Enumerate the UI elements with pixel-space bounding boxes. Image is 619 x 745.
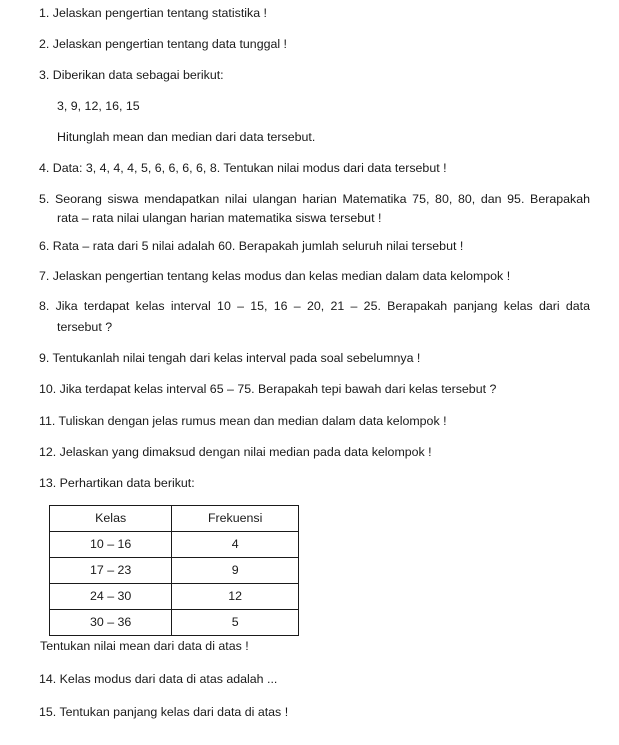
question-15: 15. Tentukan panjang kelas dari data di atas ! (39, 705, 289, 719)
question-1: 1. Jelaskan pengertian tentang statistika ! (39, 6, 267, 20)
question-3: 3. Diberikan data sebagai berikut: (39, 68, 224, 82)
header-frekuensi: Frekuensi (172, 506, 299, 532)
cell-frekuensi: 4 (172, 532, 299, 558)
question-2: 2. Jelaskan pengertian tentang data tunggal ! (39, 37, 288, 51)
header-kelas: Kelas (50, 506, 172, 532)
question-8-line-1: 8. Jika terdapat kelas interval 10 – 15, 16 – 20, 21 – 25. Berapakah panjang kelas dari data (39, 299, 590, 313)
question-8-line-2: tersebut ? (57, 320, 113, 334)
frequency-table (49, 505, 299, 636)
question-3-data: 3, 9, 12, 16, 15 (57, 99, 140, 113)
table-header-row (50, 506, 299, 532)
question-13-task: Tentukan nilai mean dari data di atas ! (40, 639, 249, 653)
cell-frekuensi: 5 (172, 610, 299, 636)
cell-kelas: 17 – 23 (50, 558, 172, 584)
question-10: 10. Jika terdapat kelas interval 65 – 75. Berapakah tepi bawah dari kelas tersebut ? (39, 382, 497, 396)
cell-kelas: 30 – 36 (50, 610, 172, 636)
question-7: 7. Jelaskan pengertian tentang kelas modus dan kelas median dalam data kelompok ! (39, 269, 511, 283)
question-9: 9. Tentukanlah nilai tengah dari kelas interval pada soal sebelumnya ! (39, 351, 421, 365)
question-6: 6. Rata – rata dari 5 nilai adalah 60. Berapakah jumlah seluruh nilai tersebut ! (39, 239, 464, 253)
question-5-line-2: rata – rata nilai ulangan harian matematika siswa tersebut ! (57, 211, 382, 225)
table-row (50, 532, 299, 558)
table-row (50, 584, 299, 610)
table-row (50, 558, 299, 584)
cell-kelas: 10 – 16 (50, 532, 172, 558)
cell-frekuensi: 12 (172, 584, 299, 610)
question-4: 4. Data: 3, 4, 4, 4, 5, 6, 6, 6, 6, 8. Tentukan nilai modus dari data tersebut ! (39, 161, 447, 175)
question-5-line-1: 5. Seorang siswa mendapatkan nilai ulangan harian Matematika 75, 80, 80, dan 95. Berapakah (39, 192, 590, 206)
question-14: 14. Kelas modus dari data di atas adalah ... (39, 672, 278, 686)
cell-frekuensi: 9 (172, 558, 299, 584)
question-13: 13. Perhartikan data berikut: (39, 476, 195, 490)
question-12: 12. Jelaskan yang dimaksud dengan nilai median pada data kelompok ! (39, 445, 432, 459)
cell-kelas: 24 – 30 (50, 584, 172, 610)
question-3-task: Hitunglah mean dan median dari data tersebut. (57, 130, 316, 144)
question-11: 11. Tuliskan dengan jelas rumus mean dan median dalam data kelompok ! (39, 414, 447, 428)
table-row (50, 610, 299, 636)
